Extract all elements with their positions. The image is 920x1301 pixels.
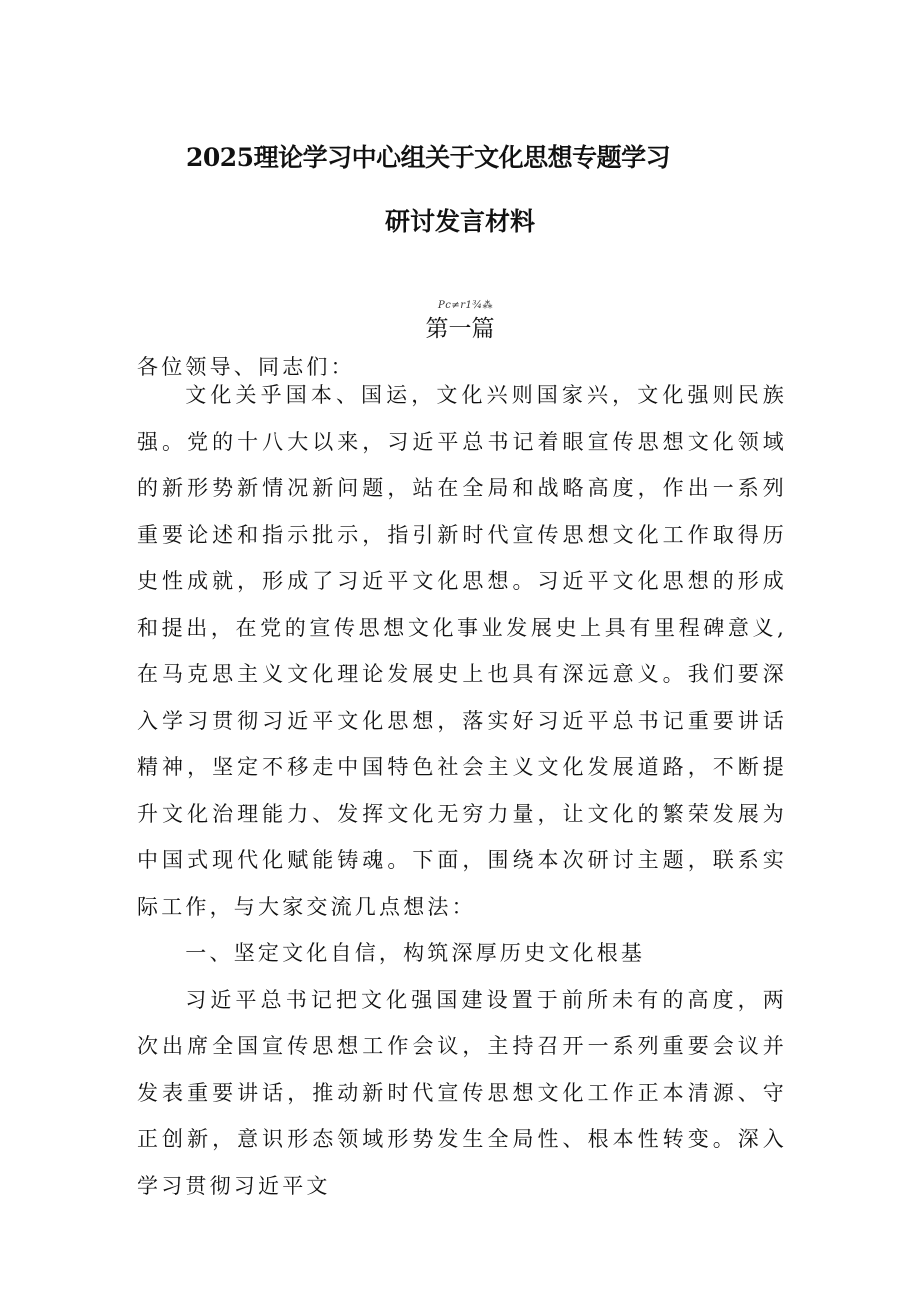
- paragraph-1: 文化关乎国本、国运，文化兴则国家兴，文化强则民族强。党的十八大以来，习近平总书记着眼宣传思想文化领域的新形势新情况新问题，站在全局和战略高度，作出一系列重要论述和指示批示，指引新时代宣传思想文化工作取得历史性成就，形成了习近平文化思想。习近平文化思想的形成和提出，在党的宣传思想文化事业发展史上具有里程碑意义,在马克思主义文化理论发展史上也具有深远意义。我们要深入学习贯彻习近平文化思想，落实好习近平总书记重要讲话精神，坚定不移走中国特色社会主义文化发展道路，不断提升文化治理能力、发挥文化无穷力量，让文化的繁荣发展为中国式现代化赋能铸魂。下面，围绕本次研讨主题，联系实际工作，与大家交流几点想法：: [137, 383, 787, 919]
- greeting: 各位领导、同志们：: [137, 355, 355, 379]
- paragraph-2: 习近平总书记把文化强国建设置于前所未有的高度，两次出席全国宣传思想工作会议，主持召开一系列重要会议并发表重要讲话，推动新时代宣传思想文化工作正本清源、守正创新，意识形态领域形势发生全局性、根本性转变。深入学习贯彻习近平文: [137, 987, 787, 1198]
- document-body: [137, 372, 787, 1209]
- section-heading: 第一篇: [425, 316, 495, 342]
- subheading-1: 一、坚定文化自信，构筑深厚历史文化根基: [185, 941, 646, 965]
- document-title-line-1: 2025理论学习中心组关于文化思想专题学习: [186, 143, 671, 172]
- document-title-line-2: 研讨发言材料: [384, 207, 535, 236]
- overlay-garbled-text: Pc≠r1¾⁂: [438, 300, 494, 311]
